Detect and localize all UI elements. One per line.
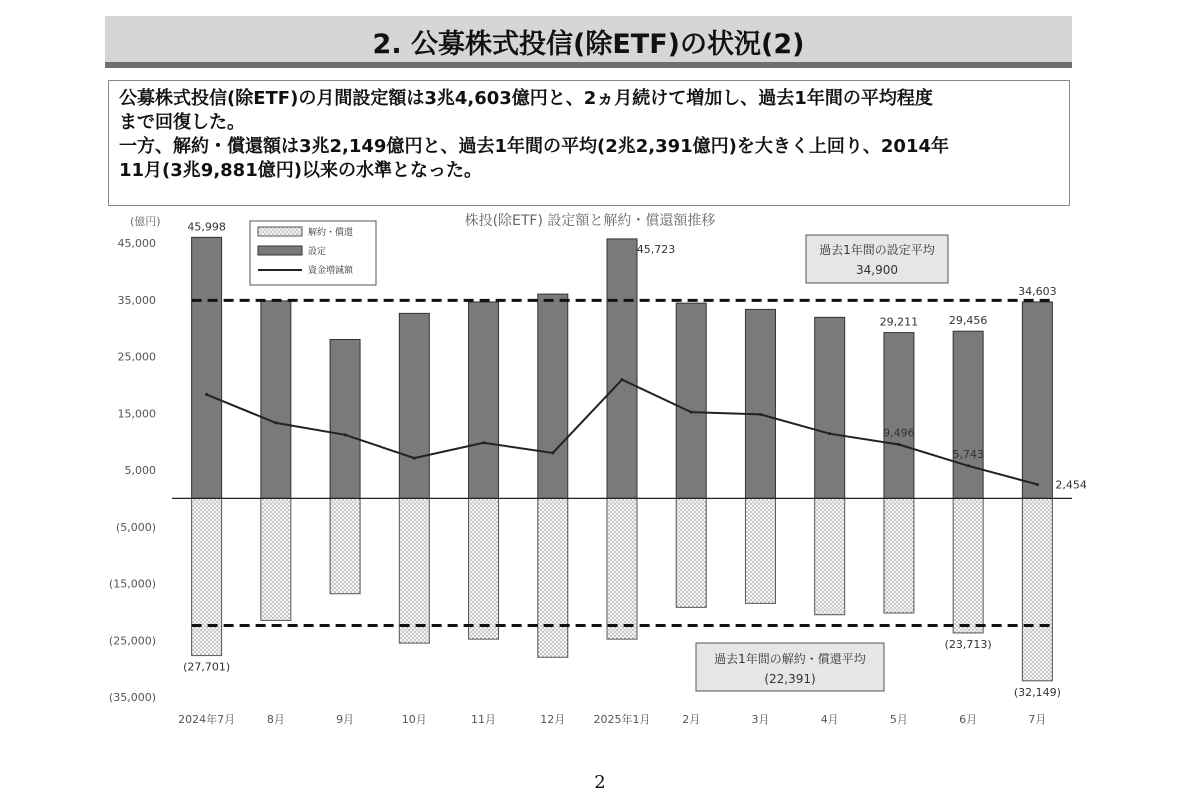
page-title: 2. 公募株式投信(除ETF)の状況(2) [372,29,805,60]
data-label: 34,603 [1018,285,1057,299]
line-point [759,413,762,416]
x-tick-label: 12月 [540,713,566,726]
reference-label: 過去1年間の解約・償還平均 [714,652,866,666]
bar-setting [607,239,637,498]
y-tick-label: (15,000) [108,577,156,591]
y-tick-label: 35,000 [117,293,156,307]
bar-setting [815,317,845,498]
bar-cancel [399,498,429,643]
data-label: (27,701) [183,660,231,674]
x-tick-label: 10月 [401,713,427,726]
reference-value: 34,900 [856,263,898,277]
x-tick-label: 9月 [336,713,355,726]
data-label: 29,211 [879,315,919,329]
y-axis-unit: (億円) [130,215,161,228]
bar-cancel [1022,498,1052,680]
x-tick-label: 2月 [682,713,701,726]
legend-label-cancel: 解約・償還 [308,228,354,238]
x-tick-label: 5月 [889,713,908,726]
line-point [1036,483,1039,486]
bar-setting [192,237,222,498]
bar-cancel [607,498,637,639]
title-bar [105,16,1072,68]
data-label: 29,456 [948,314,988,328]
reference-label: 過去1年間の設定平均 [819,243,935,257]
legend-swatch-cancel [258,227,302,236]
x-tick-label: 7月 [1028,713,1047,726]
chart-title: 株投(除ETF) 設定額と解約・償還額推移 [464,213,716,229]
chart-container [100,205,1090,745]
bar-cancel [192,498,222,655]
data-label: 45,723 [636,242,676,256]
line-point [274,421,277,424]
bar-cancel [469,498,499,639]
bar-cancel [815,498,845,614]
y-tick-label: 5,000 [124,464,156,477]
x-tick-label: 2024年7月 [178,713,236,726]
y-tick-label: (5,000) [115,520,156,534]
bar-cancel [953,498,983,633]
x-tick-label: 4月 [820,713,839,726]
bar-setting [538,294,568,498]
line-point [205,393,208,396]
x-tick-label: 11月 [471,713,497,726]
y-tick-label: 25,000 [117,350,156,364]
chart-svg [100,205,1090,745]
bar-cancel [745,498,775,603]
reference-value: (22,391) [764,672,816,686]
line-point [482,441,485,444]
data-label: (23,713) [944,637,992,651]
bar-setting [330,339,360,498]
summary-line-3: 一方、解約・償還額は3兆2,149億円と、過去1年間の平均(2兆2,391億円)を大きく上回り、2014年 [119,136,949,157]
x-tick-label: 2025年1月 [593,713,651,726]
bar-setting [884,333,914,499]
line-point [621,378,624,381]
line-point [344,433,347,436]
bar-cancel [884,498,914,613]
x-tick-label: 3月 [751,713,770,726]
data-label: 2,454 [1055,478,1087,492]
summary-line-2: まで回復した。 [119,112,245,133]
bar-cancel [676,498,706,607]
y-tick-label: 45,000 [117,237,156,250]
line-point [690,411,693,414]
y-tick-label: 15,000 [117,407,156,421]
line-point [967,464,970,467]
line-point [551,451,554,454]
data-label: 45,998 [187,220,226,234]
data-label: (32,149) [1013,685,1061,699]
bar-setting [745,309,775,498]
y-tick-label: (35,000) [108,691,156,704]
x-tick-label: 8月 [266,713,285,726]
bar-cancel [261,498,291,620]
summary-box [108,80,1070,206]
bar-cancel [538,498,568,657]
line-point [897,443,900,446]
bar-setting [676,303,706,498]
page-number: 2 [594,772,606,793]
bar-setting [469,302,499,498]
summary-line-4: 11月(3兆9,881億円)以来の水準となった。 [119,160,482,181]
summary-line-1: 公募株式投信(除ETF)の月間設定額は3兆4,603億円と、2ヵ月続けて増加し、過去1年間の平均程度 [119,88,933,109]
bar-setting [399,313,429,498]
bar-setting [261,301,291,498]
bar-setting [1022,302,1052,498]
bar-setting [953,331,983,498]
legend-label-line: 資金増減額 [308,266,354,276]
data-label: 9,496 [883,426,915,440]
y-tick-label: (25,000) [108,634,156,648]
x-tick-label: 6月 [959,713,978,726]
legend-label-setting: 設定 [308,247,327,257]
legend-swatch-setting [258,246,302,255]
line-point [828,432,831,435]
data-label: 5,743 [952,447,984,461]
bar-cancel [330,498,360,593]
line-point [413,457,416,460]
